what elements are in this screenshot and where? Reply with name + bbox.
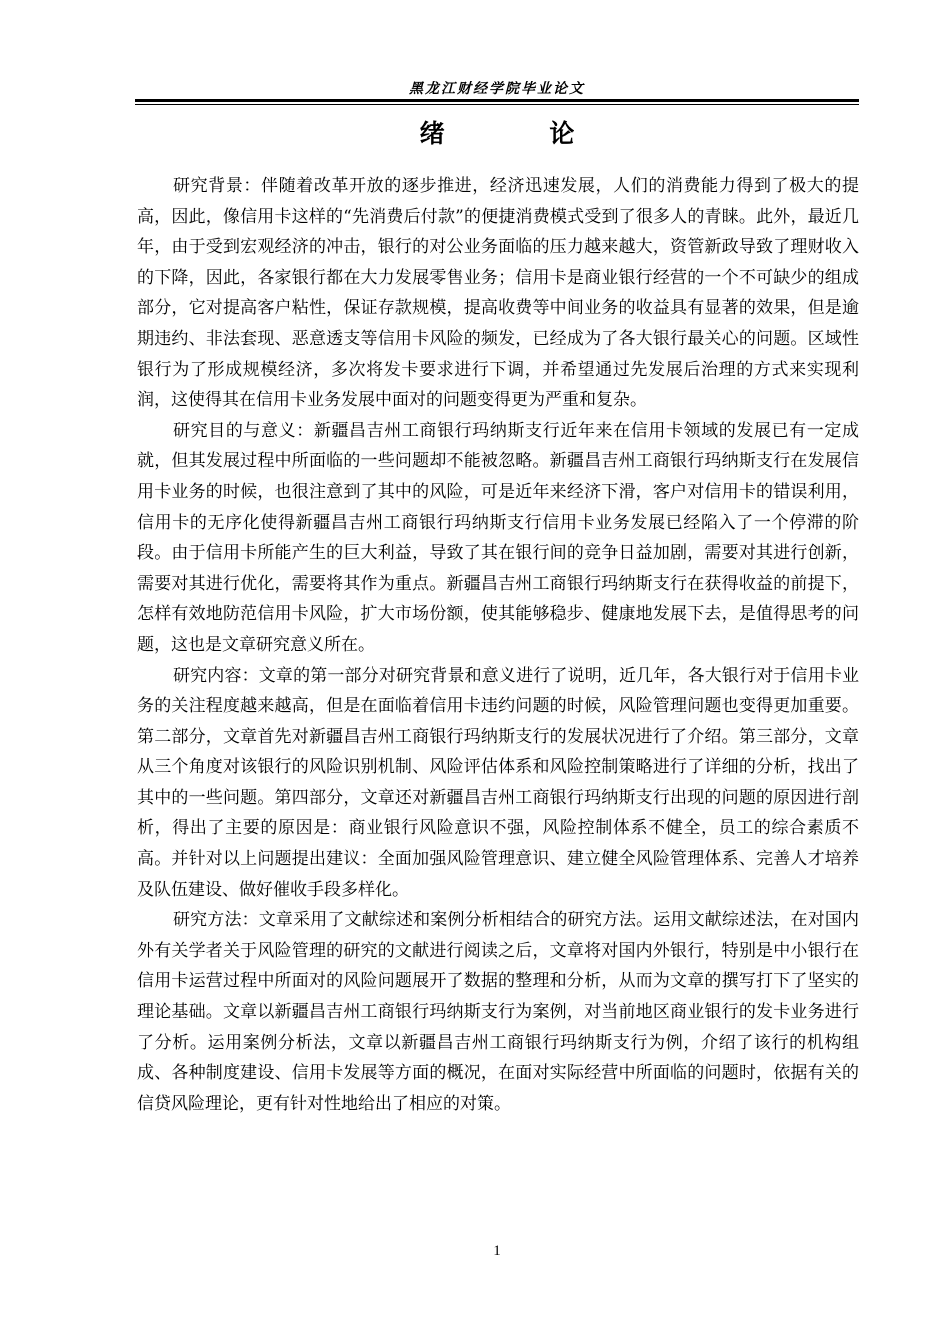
paragraph-research-method: 研究方法：文章采用了文献综述和案例分析相结合的研究方法。运用文献综述法，在对国内外有关学者关于风险管理的研究的文献进行阅读之后，文章将对国内外银行，特别是中小银行在信用卡运营过程中所面对的风险问题展开了数据的整理和分析，从而为文章的撰写打下了坚实的理论基础。文章以新疆昌吉州工商银行玛纳斯支行为案例，对当前地区商业银行的发卡业务进行了分析。运用案例分析法，文章以新疆昌吉州工商银行玛纳斯支行为例，介绍了该行的机构组成、各种制度建设、信用卡发展等方面的概况，在面对实际经营中所面临的问题时，依据有关的信贷风险理论，更有针对性地给出了相应的对策。 — [137, 910, 859, 1114]
paragraph-research-content: 研究内容：文章的第一部分对研究背景和意义进行了说明，近几年，各大银行对于信用卡业务的关注程度越来越高，但是在面临着信用卡违约问题的时候，风险管理问题也变得更加重要。第二部分，文章首先对新疆昌吉州工商银行玛纳斯支行的发展状况进行了介绍。第三部分，文章从三个角度对该银行的风险识别机制、风险评估体系和风险控制策略进行了详细的分析，找出了其中的一些问题。第四部分，文章还对新疆昌吉州工商银行玛纳斯支行出现的问题的原因进行剖析，得出了主要的原因是：商业银行风险意识不强，风险控制体系不健全，员工的综合素质不高。并针对以上问题提出建议：全面加强风险管理意识、建立健全风险管理体系、完善人才培养及队伍建设、做好催收手段多样化。 — [137, 665, 859, 900]
running-header: 黑龙江财经学院毕业论文 — [409, 81, 585, 97]
header-rule-thin — [135, 104, 859, 105]
paragraph-research-purpose: 研究目的与意义：新疆昌吉州工商银行玛纳斯支行近年来在信用卡领域的发展已有一定成就，但其发展过程中所面临的一些问题却不能被忽略。新疆昌吉州工商银行玛纳斯支行在发展信用卡业务的时候，也很注意到了其中的风险，可是近年来经济下滑，客户对信用卡的错误利用，信用卡的无序化使得新疆昌吉州工商银行玛纳斯支行信用卡业务发展已经陷入了一个停滞的阶段。由于信用卡所能产生的巨大利益，导致了其在银行间的竞争日益加剧，需要对其进行创新，需要对其进行优化，需要将其作为重点。新疆昌吉州工商银行玛纳斯支行在获得收益的前提下，怎样有效地防范信用卡风险，扩大市场份额，使其能够稳步、健康地发展下去，是值得思考的问题，这也是文章研究意义所在。 — [137, 420, 859, 655]
header-rule-thick — [135, 99, 859, 102]
chapter-title: 绪 论 — [419, 119, 623, 148]
paragraph-research-background: 研究背景：伴随着改革开放的逐步推进，经济迅速发展，人们的消费能力得到了极大的提高，因此，像信用卡这样的“先消费后付款”的便捷消费模式受到了很多人的青睐。此外，最近几年，由于受到宏观经济的冲击，银行的对公业务面临的压力越来越大，资管新政导致了理财收入的下降，因此，各家银行都在大力发展零售业务；信用卡是商业银行经营的一个不可缺少的组成部分，它对提高客户粘性，保证存款规模，提高收费等中间业务的收益具有显著的效果，但是逾期违约、非法套现、恶意透支等信用卡风险的频发，已经成为了各大银行最关心的问题。区域性银行为了形成规模经济，多次将发卡要求进行下调，并希望通过先发展后治理的方式来实现利润，这使得其在信用卡业务发展中面对的问题变得更为严重和复杂。 — [137, 176, 859, 411]
body-text — [137, 171, 859, 1119]
page-number: 1 — [493, 1243, 501, 1259]
